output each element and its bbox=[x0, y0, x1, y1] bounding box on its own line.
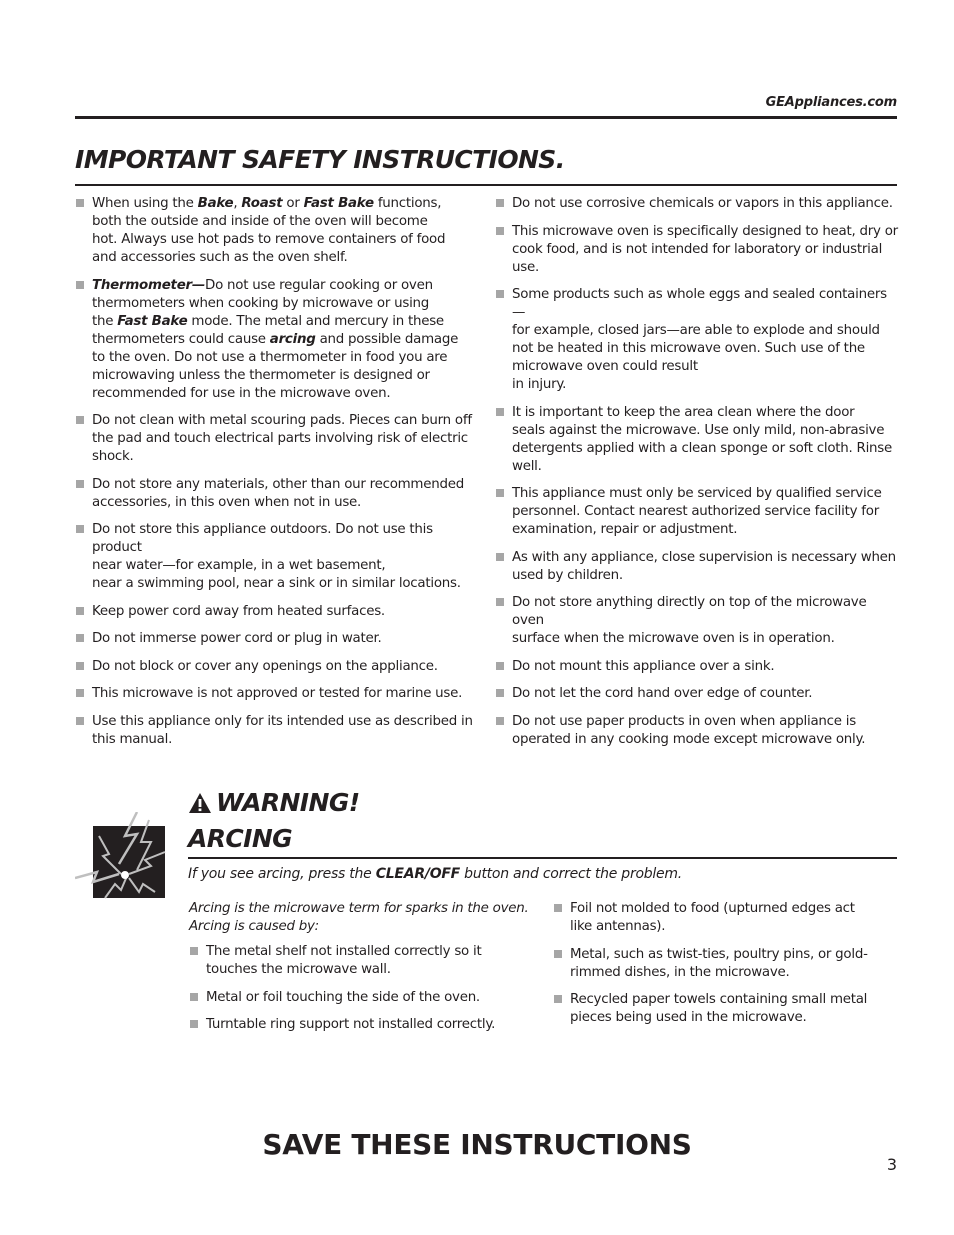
square-bullet-icon bbox=[496, 290, 504, 298]
right-instructions-list bbox=[495, 195, 899, 758]
text-segment: Do not block or cover any openings on the appliance. bbox=[92, 658, 438, 674]
emphasized-text: CLEAR/OFF bbox=[375, 866, 460, 882]
text-segment: functions, both the outside and inside of the oven will become hot. Always use hot pads to remove containers of food and accessories such as the oven shelf. bbox=[92, 196, 446, 265]
arcing-causes-left-list bbox=[189, 943, 534, 1034]
list-item bbox=[189, 1016, 534, 1034]
square-bullet-icon bbox=[76, 281, 84, 289]
text-segment: and possible damage to the oven. Do not use a thermometer in food you are microwaving unless the thermometer is designed or recommended for use in the microwave oven. bbox=[92, 331, 459, 401]
text-segment: Turntable ring support not installed correctly. bbox=[206, 1017, 496, 1032]
list-item bbox=[75, 658, 475, 676]
text-segment: Do not mount this appliance over a sink. bbox=[512, 658, 775, 674]
arcing-intro: Arcing is the microwave term for sparks in the oven. Arcing is caused by: bbox=[189, 901, 529, 934]
page-title: IMPORTANT SAFETY INSTRUCTIONS. bbox=[75, 145, 565, 174]
square-bullet-icon bbox=[76, 607, 84, 615]
text-segment: Do not immerse power cord or plug in water. bbox=[92, 631, 382, 646]
text-segment: Do not use regular cooking or oven thermometers when cooking by microwave or using the bbox=[92, 277, 433, 329]
list-item bbox=[189, 943, 534, 979]
text-segment: This microwave oven is specifically designed to heat, dry or cook food, and is not intended for laboratory or industrial use. bbox=[512, 223, 898, 275]
square-bullet-icon bbox=[76, 416, 84, 424]
list-item bbox=[75, 412, 475, 466]
list-item bbox=[75, 277, 475, 403]
list-item bbox=[553, 900, 898, 936]
text-segment: Keep power cord away from heated surfaces. bbox=[92, 603, 385, 619]
text-segment: It is important to keep the area clean where the door seals against the microwave. Use only mild, non-abrasive detergents applied with a clean sponge or soft cloth. Rinse well. bbox=[512, 404, 893, 474]
arcing-causes-right-list bbox=[553, 900, 898, 1037]
text-segment: Recycled paper towels containing small metal pieces being used in the microwave. bbox=[570, 992, 868, 1025]
text-segment: Do not let the cord hand over edge of counter. bbox=[512, 686, 813, 701]
square-bullet-icon bbox=[496, 553, 504, 561]
list-item bbox=[495, 713, 899, 749]
square-bullet-icon bbox=[76, 199, 84, 207]
text-segment: If you see arcing, press the bbox=[188, 866, 376, 882]
text-segment: As with any appliance, close supervision is necessary when used by children. bbox=[512, 549, 896, 583]
square-bullet-icon bbox=[76, 634, 84, 642]
text-segment: Do not use paper products in oven when appliance is operated in any cooking mode except microwave only. bbox=[512, 713, 866, 747]
emphasized-text: Fast Bake bbox=[303, 196, 374, 211]
warning-rule bbox=[188, 857, 897, 859]
square-bullet-icon bbox=[496, 662, 504, 670]
square-bullet-icon bbox=[76, 480, 84, 488]
text-segment: Use this appliance only for its intended use as described in this manual. bbox=[92, 713, 473, 747]
text-segment: Do not clean with metal scouring pads. Pieces can burn off the pad and touch electrical parts involving risk of electric shock. bbox=[92, 413, 472, 464]
list-item bbox=[495, 286, 899, 394]
text-segment: , bbox=[233, 196, 242, 211]
text-segment: This microwave is not approved or tested for marine use. bbox=[92, 686, 463, 701]
square-bullet-icon bbox=[76, 689, 84, 697]
square-bullet-icon bbox=[554, 950, 562, 958]
square-bullet-icon bbox=[496, 598, 504, 606]
arcing-sparks-icon bbox=[75, 812, 171, 900]
text-segment: Do not use corrosive chemicals or vapors in this appliance. bbox=[512, 196, 893, 211]
list-item bbox=[495, 658, 899, 676]
emphasized-text: Roast bbox=[241, 196, 283, 211]
page-number: 3 bbox=[886, 1155, 897, 1174]
text-segment: Some products such as whole eggs and sealed containers— for example, closed jars—are able to explode and should not be heated in this microwave oven. Such use of the microwave oven could result in injury. bbox=[512, 287, 887, 392]
text-segment: Metal, such as twist-ties, poultry pins, or gold- rimmed dishes, in the microwave. bbox=[570, 946, 868, 980]
square-bullet-icon bbox=[496, 227, 504, 235]
text-segment: Do not store any materials, other than our recommended accessories, in this oven when not in use. bbox=[92, 476, 464, 510]
square-bullet-icon bbox=[496, 489, 504, 497]
warning-heading bbox=[188, 788, 360, 817]
square-bullet-icon bbox=[76, 525, 84, 533]
arcing-instruction bbox=[188, 866, 682, 882]
list-item bbox=[495, 195, 899, 213]
emphasized-text: Thermometer— bbox=[92, 277, 206, 293]
save-instructions-heading: SAVE THESE INSTRUCTIONS bbox=[262, 1128, 692, 1161]
list-item bbox=[495, 404, 899, 476]
list-item bbox=[495, 685, 899, 703]
text-segment: or bbox=[282, 196, 304, 211]
arcing-title: ARCING bbox=[188, 824, 293, 853]
text-segment: button and correct the problem. bbox=[459, 866, 682, 882]
square-bullet-icon bbox=[496, 717, 504, 725]
list-item bbox=[495, 549, 899, 585]
list-item bbox=[75, 685, 475, 703]
list-item bbox=[75, 521, 475, 593]
list-item bbox=[553, 991, 898, 1027]
list-item bbox=[495, 223, 899, 277]
square-bullet-icon bbox=[496, 199, 504, 207]
warning-triangle-icon bbox=[188, 792, 212, 814]
square-bullet-icon bbox=[554, 904, 562, 912]
list-item bbox=[75, 603, 475, 621]
list-item bbox=[495, 594, 899, 648]
text-segment: Do not store anything directly on top of the microwave oven surface when the microwave oven is in operation. bbox=[512, 595, 867, 646]
text-segment: Do not store this appliance outdoors. Do not use this product near water—for example, in a wet basement, near a swimming pool, near a sink or in similar locations. bbox=[92, 522, 461, 591]
square-bullet-icon bbox=[496, 408, 504, 416]
square-bullet-icon bbox=[76, 662, 84, 670]
text-segment: This appliance must only be serviced by qualified service personnel. Contact nearest authorized service facility for examination, repair or adjustment. bbox=[512, 486, 882, 537]
square-bullet-icon bbox=[190, 993, 198, 1001]
list-item bbox=[75, 195, 475, 267]
list-item bbox=[75, 476, 475, 512]
list-item bbox=[553, 946, 898, 982]
left-instructions-list bbox=[75, 195, 475, 758]
warning-label: WARNING! bbox=[216, 788, 360, 817]
square-bullet-icon bbox=[496, 689, 504, 697]
site-url: GEAppliances.com bbox=[765, 95, 897, 110]
emphasized-text: arcing bbox=[269, 331, 316, 347]
square-bullet-icon bbox=[554, 995, 562, 1003]
list-item bbox=[75, 630, 475, 648]
square-bullet-icon bbox=[76, 717, 84, 725]
text-segment: Foil not molded to food (upturned edges act like antennas). bbox=[570, 901, 855, 934]
title-rule bbox=[75, 184, 897, 186]
list-item bbox=[189, 989, 534, 1007]
text-segment: Metal or foil touching the side of the oven. bbox=[206, 989, 480, 1005]
emphasized-text: Bake bbox=[197, 196, 234, 211]
emphasized-text: Fast Bake bbox=[117, 313, 188, 329]
square-bullet-icon bbox=[190, 1020, 198, 1028]
list-item bbox=[495, 485, 899, 539]
text-segment: mode. The metal and mercury in these thermometers could cause bbox=[92, 313, 444, 347]
square-bullet-icon bbox=[190, 947, 198, 955]
text-segment: When using the bbox=[92, 196, 198, 211]
text-segment: The metal shelf not installed correctly so it touches the microwave wall. bbox=[206, 944, 482, 977]
top-rule bbox=[75, 116, 897, 119]
arcing-causes-left bbox=[189, 900, 534, 1044]
list-item bbox=[75, 713, 475, 749]
